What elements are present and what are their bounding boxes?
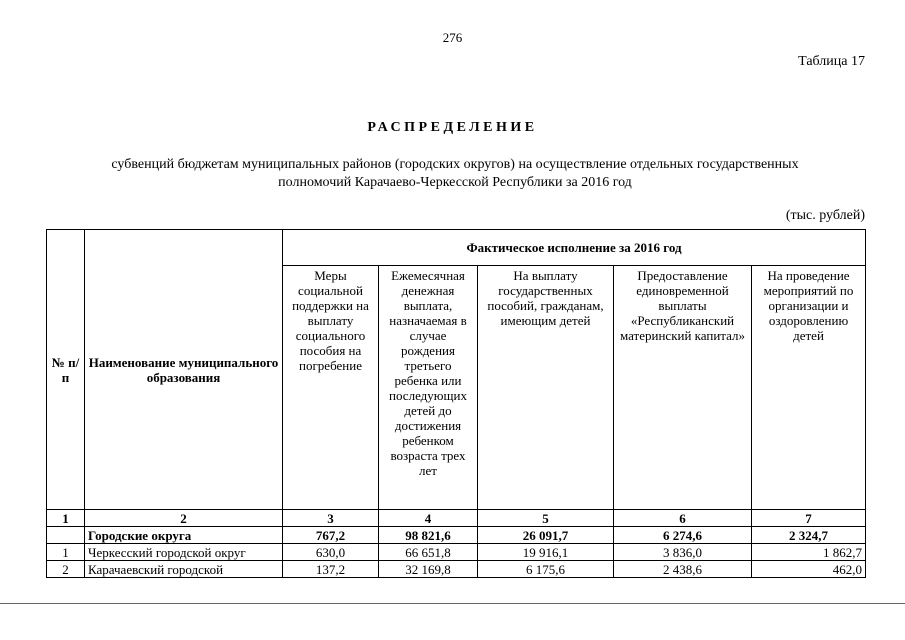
column-number: 1 bbox=[47, 510, 85, 527]
table-row bbox=[47, 544, 866, 561]
row-name: Карачаевский городской bbox=[85, 561, 283, 578]
page-number: 276 bbox=[442, 30, 463, 45]
row-number: 2 bbox=[47, 561, 85, 578]
subtitle-line-1: субвенций бюджетам муниципальных районов (городских округов) на осуществление отдельных государственных bbox=[111, 157, 799, 172]
page-divider bbox=[0, 603, 905, 604]
row-value: 32 169,8 bbox=[379, 561, 478, 578]
document-subtitle bbox=[60, 156, 850, 192]
header-row-group bbox=[47, 230, 866, 266]
column-number: 2 bbox=[85, 510, 283, 527]
row-value: 2 324,7 bbox=[752, 527, 866, 544]
subtitle-line-2: полномочий Карачаево-Черкесской Республики за 2016 год bbox=[278, 175, 632, 190]
header-col-child-recreation: На проведение мероприятий по организации и оздоровлению детей bbox=[752, 266, 866, 510]
column-number: 3 bbox=[283, 510, 379, 527]
column-number: 4 bbox=[379, 510, 478, 527]
units-label: (тыс. рублей) bbox=[785, 208, 865, 223]
row-name: Черкесский городской округ bbox=[85, 544, 283, 561]
column-number: 5 bbox=[478, 510, 614, 527]
distribution-table bbox=[46, 229, 866, 578]
row-value: 6 274,6 bbox=[614, 527, 752, 544]
column-number: 6 bbox=[614, 510, 752, 527]
row-number: 1 bbox=[47, 544, 85, 561]
row-value: 462,0 bbox=[752, 561, 866, 578]
row-value: 2 438,6 bbox=[614, 561, 752, 578]
table-label: Таблица 17 bbox=[798, 54, 865, 69]
row-value: 137,2 bbox=[283, 561, 379, 578]
header-name: Наименование муниципального образования bbox=[85, 230, 283, 510]
row-value: 6 175,6 bbox=[478, 561, 614, 578]
row-value: 19 916,1 bbox=[478, 544, 614, 561]
table-row bbox=[47, 561, 866, 578]
table-row-city-districts bbox=[47, 527, 866, 544]
row-number bbox=[47, 527, 85, 544]
row-name: Городские округа bbox=[85, 527, 283, 544]
row-value: 1 862,7 bbox=[752, 544, 866, 561]
header-number: № п/п bbox=[47, 230, 85, 510]
row-value: 767,2 bbox=[283, 527, 379, 544]
row-value: 26 091,7 bbox=[478, 527, 614, 544]
row-value: 98 821,6 bbox=[379, 527, 478, 544]
document-title: РАСПРЕДЕЛЕНИЕ bbox=[367, 120, 538, 135]
column-number-row bbox=[47, 510, 866, 527]
header-col-maternity-capital: Предоставление единовременной выплаты «Республиканский материнский капитал» bbox=[614, 266, 752, 510]
column-number: 7 bbox=[752, 510, 866, 527]
header-group: Фактическое исполнение за 2016 год bbox=[283, 230, 866, 266]
row-value: 3 836,0 bbox=[614, 544, 752, 561]
header-col-state-benefits: На выплату государственных пособий, гражданам, имеющим детей bbox=[478, 266, 614, 510]
header-col-third-child-payment: Ежемесячная денежная выплата, назначаемая в случае рождения третьего ребенка или последующих детей до достижения ребенком возраста трех лет bbox=[379, 266, 478, 510]
header-col-burial-allowance: Меры социальной поддержки на выплату социального пособия на погребение bbox=[283, 266, 379, 510]
row-value: 630,0 bbox=[283, 544, 379, 561]
row-value: 66 651,8 bbox=[379, 544, 478, 561]
